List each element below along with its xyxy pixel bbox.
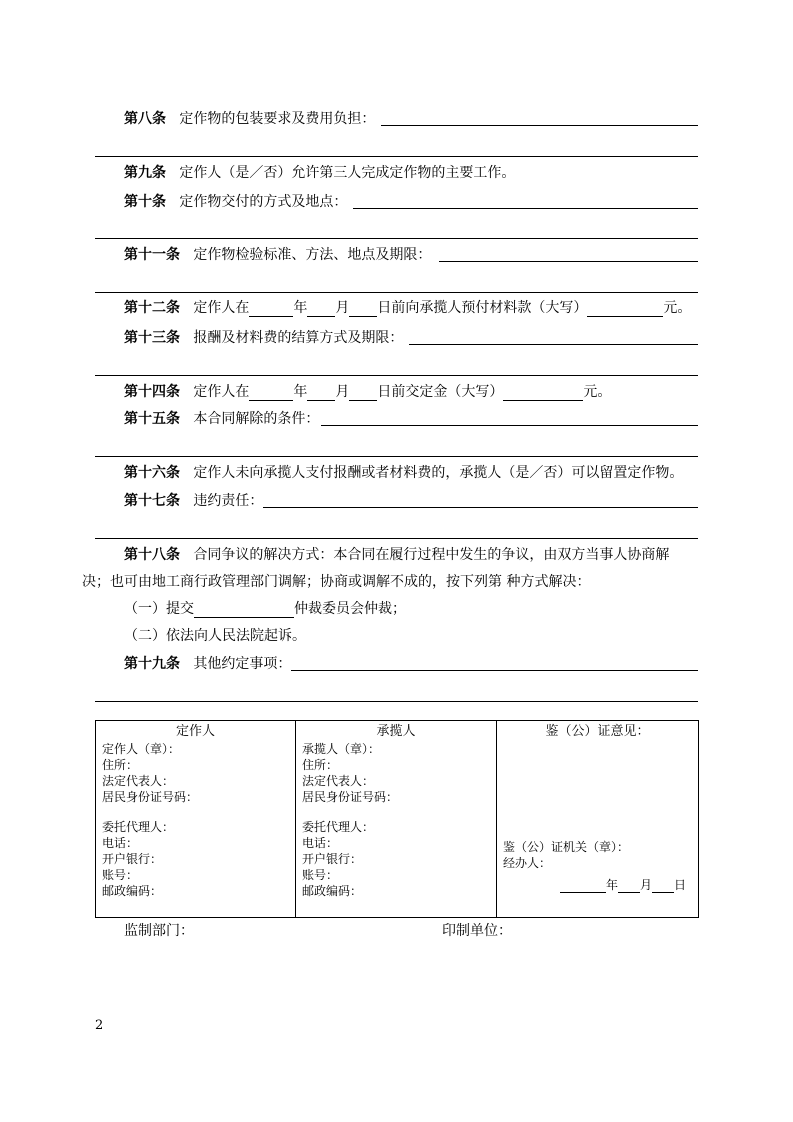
- option-text: 仲裁委员会仲裁；: [294, 601, 406, 617]
- party-b-agent-field[interactable]: 委托代理人：: [302, 820, 375, 834]
- notary-month-blank[interactable]: [618, 880, 640, 893]
- article-text: 日前向承揽人预付材料款（大写）: [377, 300, 588, 316]
- article-text: 本合同解除的条件：: [193, 411, 320, 427]
- party-b-id-field[interactable]: 居民身份证号码：: [302, 790, 399, 804]
- article-number: 第十八条: [124, 547, 180, 563]
- inspection-blank[interactable]: [439, 261, 698, 262]
- notary-authority-field[interactable]: 鉴（公）证机关（章）：: [503, 840, 630, 854]
- article-text: 定作人在: [193, 300, 250, 316]
- article-number: 第八条: [124, 111, 166, 127]
- article-number: 第十五条: [124, 411, 180, 427]
- article-16: [124, 464, 683, 482]
- packaging-blank[interactable]: [381, 125, 698, 126]
- printer-label: 印制单位：: [442, 923, 512, 939]
- article-text: 定作人（是／否）允许第三人完成定作物的主要工作。: [179, 165, 516, 181]
- article-8: [124, 110, 375, 128]
- article-text: 报酬及材料费的结算方式及期限：: [193, 330, 404, 346]
- party-b-address-field[interactable]: 住所：: [302, 758, 339, 772]
- article-11: [124, 246, 431, 264]
- notary-day-blank[interactable]: [652, 880, 674, 893]
- liability-blank-line-2[interactable]: [95, 538, 698, 539]
- notary-year-blank[interactable]: [560, 880, 606, 893]
- settlement-blank[interactable]: [409, 344, 698, 345]
- court-option: （二）依法向人民法院起诉。: [124, 628, 306, 644]
- article-12: [124, 299, 691, 317]
- article-18-continuation: 决；也可由地工商行政管理部门调解；协商或调解不成的，按下列第 种方式解决：: [82, 574, 591, 590]
- party-b-account-field[interactable]: 账号：: [302, 868, 339, 882]
- supervisor-label: 监制部门：: [124, 923, 194, 939]
- article-text: 定作物检验标准、方法、地点及期限：: [193, 247, 432, 263]
- year-label: 年: [293, 384, 308, 400]
- article-text: 其他约定事项：: [193, 656, 292, 672]
- article-17: [124, 492, 263, 510]
- party-a-address-field[interactable]: 住所：: [102, 758, 139, 772]
- party-a-cell: [96, 721, 296, 918]
- packaging-blank-line-2[interactable]: [95, 156, 698, 157]
- year-blank[interactable]: [249, 386, 293, 401]
- article-text: 合同争议的解决方式：本合同在履行过程中发生的争议，由双方当事人协商解: [193, 547, 670, 563]
- article-text: 定作人未向承揽人支付报酬或者材料费的，承揽人（是／否）可以留置定作物。: [193, 465, 684, 481]
- article-number: 第十四条: [124, 384, 180, 400]
- arbitration-commission-blank[interactable]: [194, 603, 294, 618]
- termination-blank[interactable]: [321, 425, 698, 426]
- article-number: 第九条: [124, 165, 166, 181]
- year-label: 年: [293, 300, 308, 316]
- article-text: 定作人在: [193, 384, 250, 400]
- article-19: [124, 655, 291, 673]
- page-number: 2: [95, 1018, 104, 1033]
- party-b-phone-field[interactable]: 电话：: [302, 836, 339, 850]
- party-a-id-field[interactable]: 居民身份证号码：: [102, 790, 199, 804]
- termination-blank-line-2[interactable]: [95, 456, 698, 457]
- other-matters-blank-line-2[interactable]: [95, 701, 698, 702]
- party-a-heading: 定作人: [175, 724, 215, 739]
- delivery-blank[interactable]: [353, 208, 698, 209]
- currency-label: 元。: [583, 384, 612, 400]
- notary-date: [560, 876, 686, 893]
- article-text: 违约责任：: [193, 493, 264, 509]
- year-label: 年: [606, 878, 619, 892]
- party-a-seal-field[interactable]: 定作人（章）：: [102, 742, 181, 756]
- month-label: 月: [335, 384, 350, 400]
- article-9: [124, 164, 515, 182]
- party-a-account-field[interactable]: 账号：: [102, 868, 139, 882]
- settlement-blank-line-2[interactable]: [95, 375, 698, 376]
- year-blank[interactable]: [249, 302, 293, 317]
- amount-blank[interactable]: [587, 302, 663, 317]
- party-b-postcode-field[interactable]: 邮政编码：: [302, 884, 363, 898]
- article-14: [124, 383, 611, 401]
- article-13: [124, 329, 403, 347]
- day-label: 日: [674, 878, 687, 892]
- party-b-heading: 承揽人: [376, 724, 416, 739]
- party-a-phone-field[interactable]: 电话：: [102, 836, 139, 850]
- article-10: [124, 193, 347, 211]
- day-blank[interactable]: [349, 386, 377, 401]
- article-text: 定作物的包装要求及费用负担：: [179, 111, 376, 127]
- article-number: 第十七条: [124, 493, 180, 509]
- arbitration-option: [124, 600, 406, 618]
- option-label: （一）提交: [124, 601, 194, 617]
- other-matters-blank[interactable]: [291, 670, 698, 671]
- liability-blank[interactable]: [263, 507, 698, 508]
- article-text: 定作物交付的方式及地点：: [179, 194, 348, 210]
- month-blank[interactable]: [307, 386, 335, 401]
- party-a-legal-rep-field[interactable]: 法定代表人：: [102, 774, 175, 788]
- notary-handler-field[interactable]: 经办人：: [503, 856, 552, 870]
- notary-heading: 鉴（公）证意见：: [545, 724, 650, 739]
- article-number: 第十二条: [124, 300, 180, 316]
- currency-label: 元。: [663, 300, 692, 316]
- month-label: 月: [335, 300, 350, 316]
- article-number: 第十条: [124, 194, 166, 210]
- article-number: 第十六条: [124, 465, 180, 481]
- day-blank[interactable]: [349, 302, 377, 317]
- article-text: 日前交定金（大写）: [377, 384, 504, 400]
- party-a-bank-field[interactable]: 开户银行：: [102, 852, 163, 866]
- article-18: [124, 546, 669, 564]
- party-b-seal-field[interactable]: 承揽人（章）：: [302, 742, 381, 756]
- article-number: 第十九条: [124, 656, 180, 672]
- article-number: 第十三条: [124, 330, 180, 346]
- month-label: 月: [640, 878, 653, 892]
- party-b-bank-field[interactable]: 开户银行：: [302, 852, 363, 866]
- article-number: 第十一条: [124, 247, 180, 263]
- delivery-blank-line-2[interactable]: [95, 238, 698, 239]
- article-15: [124, 410, 319, 428]
- inspection-blank-line-2[interactable]: [95, 292, 698, 293]
- party-a-agent-field[interactable]: 委托代理人：: [102, 820, 175, 834]
- party-b-legal-rep-field[interactable]: 法定代表人：: [302, 774, 375, 788]
- deposit-amount-blank[interactable]: [503, 386, 583, 401]
- party-a-postcode-field[interactable]: 邮政编码：: [102, 884, 163, 898]
- month-blank[interactable]: [307, 302, 335, 317]
- party-b-cell: [296, 721, 497, 918]
